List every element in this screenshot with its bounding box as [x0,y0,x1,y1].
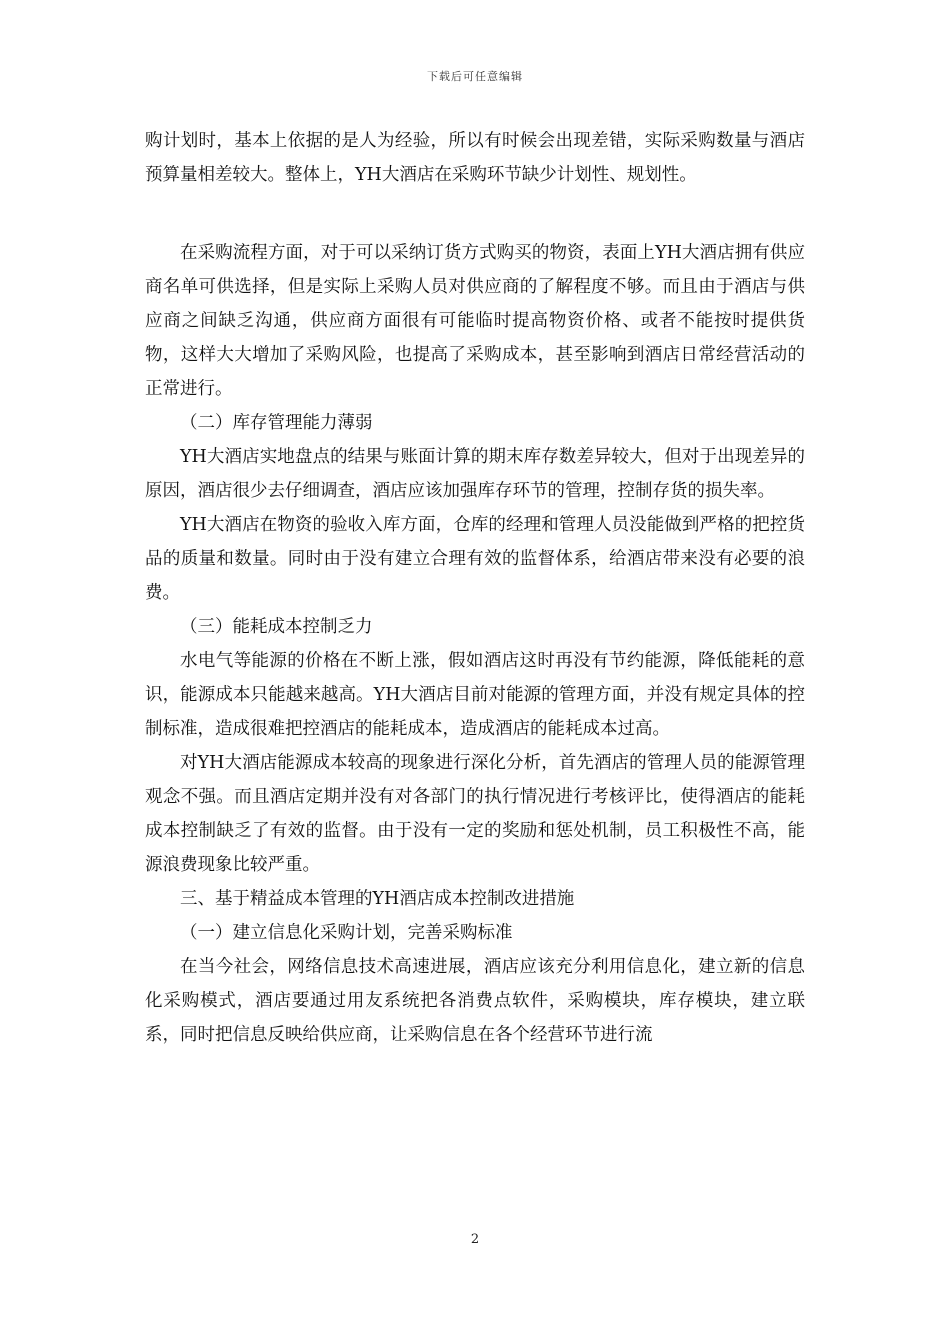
paragraph-energy-price: 水电气等能源的价格在不断上涨，假如酒店这时再没有节约能源，降低能耗的意识，能源成本只能越来越高。YH大酒店目前对能源的管理方面，并没有规定具体的控制标准，造成很难把控酒店的能耗成本，造成酒店的能耗成本过高。 [145,651,805,739]
paragraph-procurement-process: 在采购流程方面，对于可以采纳订货方式购买的物资，表面上YH大酒店拥有供应商名单可供选择，但是实际上采购人员对供应商的了解程度不够。而且由于酒店与供应商之间缺乏沟通，供应商方面很有可能临时提高物资价格、或者不能按时提供货物，这样大大增加了采购风险，也提高了采购成本，甚至影响到酒店日常经营活动的正常进行。 [145,243,805,399]
document-body [145,124,805,1052]
paragraph-energy-analysis: 对YH大酒店能源成本较高的现象进行深化分析，首先酒店的管理人员的能源管理观念不强。而且酒店定期并没有对各部门的执行情况进行考核评比，使得酒店的能耗成本控制缺乏了有效的监督。由于没有一定的奖励和惩处机制，员工积极性不高，能源浪费现象比较严重。 [145,753,805,875]
heading-energy-cost: （三）能耗成本控制乏力 [180,617,373,637]
paragraph-gap [145,192,805,236]
page-header: 下载后可任意编辑 [427,70,523,83]
paragraph-continuation: 购计划时，基本上依据的是人为经验，所以有时候会出现差错，实际采购数量与酒店预算量相差较大。整体上，YH大酒店在采购环节缺少计划性、规划性。 [145,131,805,185]
paragraph-warehouse-acceptance: YH大酒店在物资的验收入库方面，仓库的经理和管理人员没能做到严格的把控货品的质量和数量。同时由于没有建立合理有效的监督体系，给酒店带来没有必要的浪费。 [145,515,805,603]
heading-inventory-management: （二）库存管理能力薄弱 [180,413,373,433]
page-number: 2 [470,1232,480,1247]
paragraph-information-system: 在当今社会，网络信息技术高速进展，酒店应该充分利用信息化，建立新的信息化采购模式，酒店要通过用友系统把各消费点软件，采购模块，库存模块，建立联系，同时把信息反映给供应商，让采购信息在各个经营环节进行流 [145,957,805,1045]
heading-section-three: 三、基于精益成本管理的YH酒店成本控制改进措施 [180,889,575,909]
heading-information-procurement: （一）建立信息化采购计划，完善采购标准 [180,923,513,943]
paragraph-inventory-difference: YH大酒店实地盘点的结果与账面计算的期末库存数差异较大，但对于出现差异的原因，酒店很少去仔细调查，酒店应该加强库存环节的管理，控制存货的损失率。 [145,447,805,501]
